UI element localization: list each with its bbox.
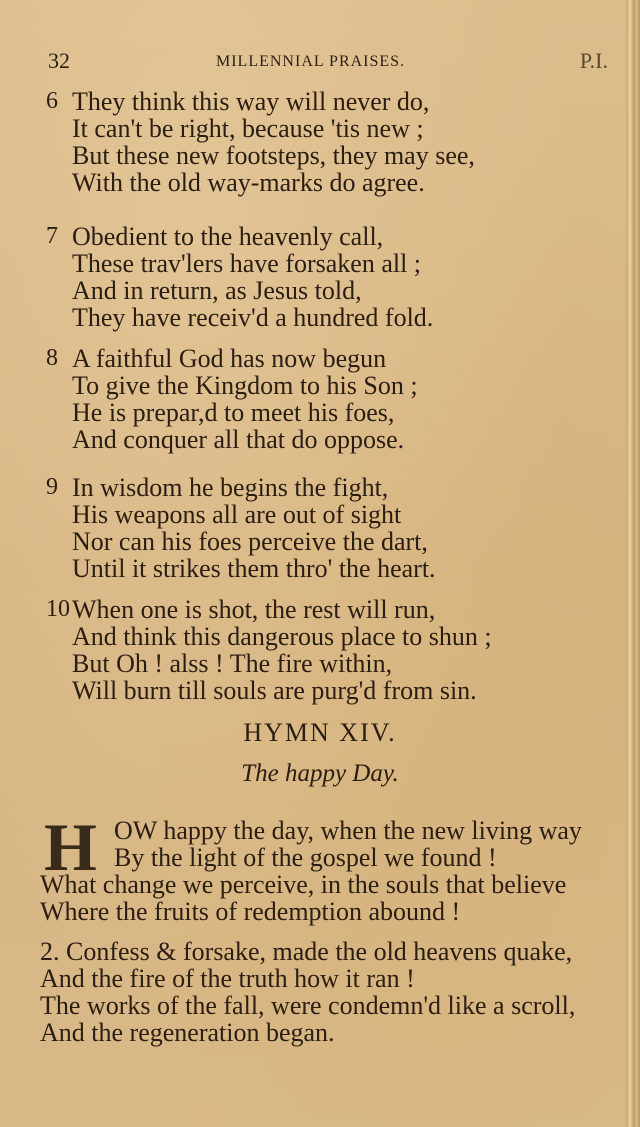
hymn-title: HYMN XIV.	[243, 718, 397, 747]
verse-number: 6	[46, 88, 58, 114]
hymn-line: By the light of the gospel we found !	[114, 843, 497, 872]
verse-line: He is prepar,d to meet his foes,	[72, 398, 395, 427]
verse-line: They have receiv'd a hundred fold.	[72, 303, 434, 332]
hymn-line: The works of the fall, were condemn'd like a scroll,	[40, 991, 576, 1020]
hymn-line: Where the fruits of redemption abound !	[40, 897, 461, 926]
verse-number: 9	[46, 474, 58, 500]
hymn-subtitle: The happy Day.	[241, 760, 399, 787]
hymn-line: And the fire of the truth how it ran !	[40, 964, 415, 993]
hymn-line: OW happy the day, when the new living way	[114, 816, 582, 845]
verse-number: 7	[46, 223, 58, 249]
verse-line: And conquer all that do oppose.	[72, 425, 405, 454]
verse-line: With the old way-marks do agree.	[72, 168, 425, 197]
verse-line: Obedient to the heavenly call,	[72, 222, 384, 251]
verse-number: 10	[46, 596, 70, 622]
hymn-body	[40, 809, 582, 1047]
page-edge	[626, 0, 640, 1127]
hymn-line: What change we perceive, in the souls that believe	[40, 870, 567, 899]
page-number: 32	[48, 48, 70, 73]
verse-line: These trav'lers have forsaken all ;	[72, 249, 422, 278]
page-header	[48, 48, 608, 78]
hymn-line: And the regeneration began.	[40, 1018, 335, 1047]
verse-line: In wisdom he begins the fight,	[72, 473, 389, 502]
running-title: MILLENNIAL PRAISES.	[216, 53, 406, 70]
verse-line: Will burn till souls are purg'd from sin.	[72, 676, 477, 705]
verse-line: When one is shot, the rest will run,	[72, 595, 436, 624]
verse-line: His weapons all are out of sight	[72, 500, 402, 529]
drop-cap: H	[44, 809, 97, 885]
verse-line: They think this way will never do,	[72, 87, 430, 116]
verse-line: Until it strikes them thro' the heart.	[72, 554, 436, 583]
verse-line: A faithful God has now begun	[72, 344, 387, 373]
verse-line: But these new footsteps, they may see,	[72, 141, 475, 170]
verse-number: 8	[46, 345, 58, 371]
verse-line: But Oh ! alss ! The fire within,	[72, 649, 393, 678]
verse-line: Nor can his foes perceive the dart,	[72, 527, 428, 556]
hymn-line: 2. Confess & forsake, made the old heavens quake,	[40, 937, 573, 966]
part-marker: P.I.	[579, 48, 608, 73]
verse-line: And think this dangerous place to shun ;	[72, 622, 492, 651]
verse-line: It can't be right, because 'tis new ;	[72, 114, 424, 143]
verse-line: And in return, as Jesus told,	[72, 276, 362, 305]
verse-line: To give the Kingdom to his Son ;	[72, 371, 418, 400]
